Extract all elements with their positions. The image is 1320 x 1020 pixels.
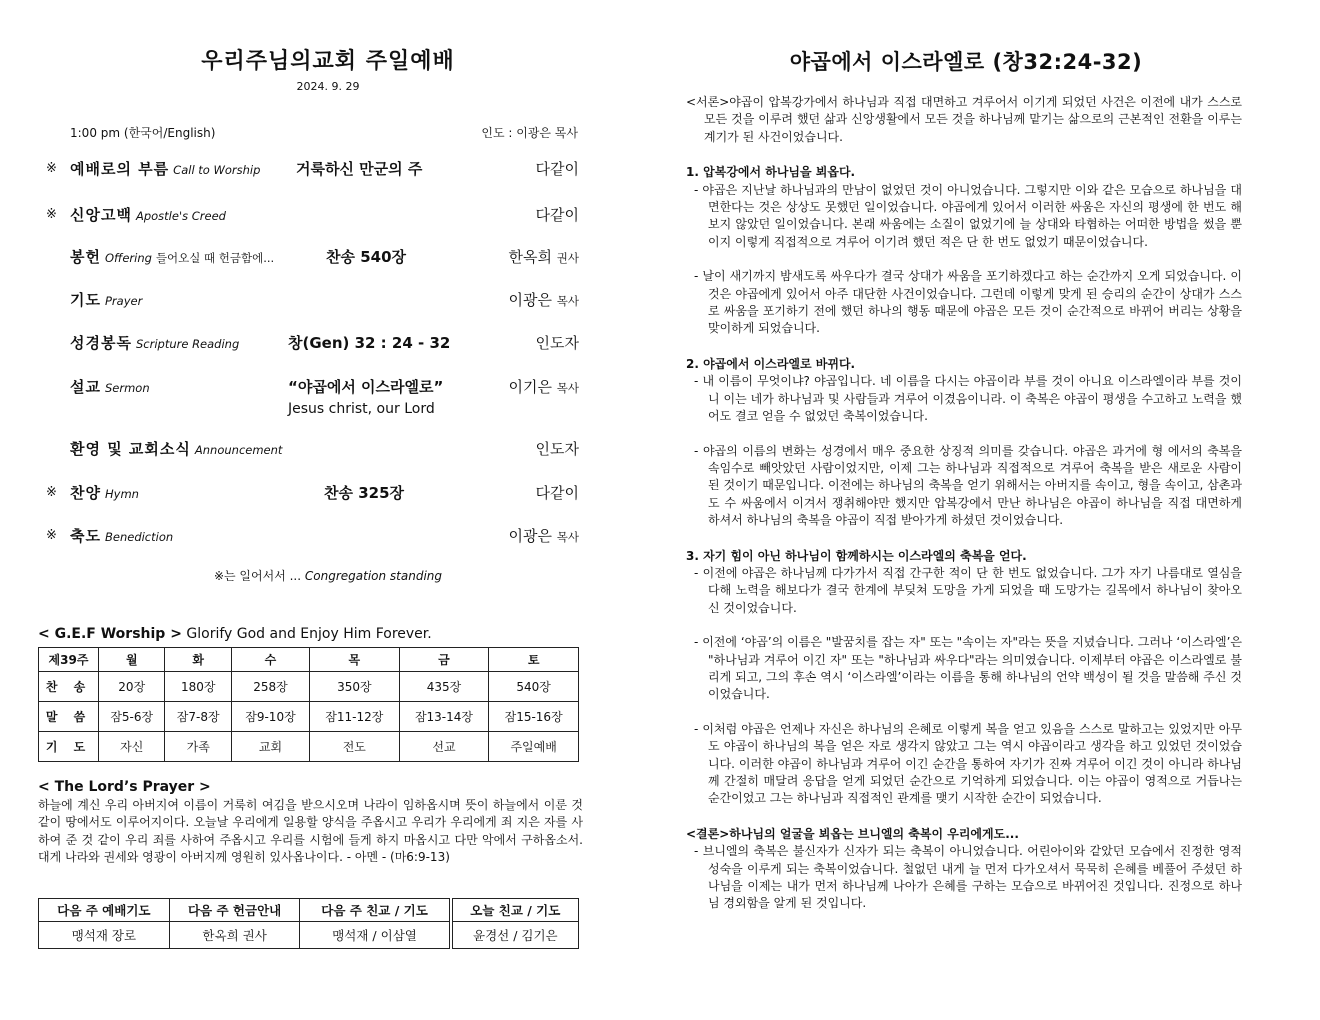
section-paragraph: - 내 이름이 무엇이냐? 야곱입니다. 네 이름을 다시는 야곱이라 부를 것이 아니요 이스라엘이라 부를 것이니 이는 네가 하나님과 및 사람들과 겨루어 이겼음이니라. 이 축복은 야곱이 평생을 수고하고 노력을 했어도 결코 얻을 수 없었던 축복이었습니다. [694, 374, 1242, 424]
order-eng-note: 들어오실 때 헌금함에... [155, 251, 275, 265]
service-date: 2024. 9. 29 [296, 80, 360, 93]
order-item-call-to-worship [38, 158, 583, 182]
order-person-title: 목사 [556, 294, 579, 308]
order-person: 한옥희 [508, 248, 552, 266]
order-detail: 찬송 540장 [326, 248, 407, 266]
order-eng: Apostle's Creed [135, 209, 226, 223]
bulletin-left-page [38, 0, 583, 1020]
order-item-sermon [38, 376, 583, 417]
order-eng: Announcement [194, 443, 283, 457]
order-person-title: 권사 [556, 251, 579, 265]
table-row: 말 씀 잠5-6장 잠7-8장 잠9-10장 잠11-12장 잠13-14장 잠15-16장 [39, 702, 579, 732]
order-title: 봉헌 [70, 248, 101, 266]
order-person: 인도자 [535, 334, 579, 352]
order-person: 다같이 [535, 484, 579, 502]
order-title: 성경봉독 [70, 334, 132, 352]
service-leader: 인도 : 이광은 목사 [481, 126, 578, 140]
order-item-offering [38, 246, 583, 270]
section-heading: 3. 자기 힘이 아닌 하나님이 함께하시는 이스라엘의 축복을 얻다. [686, 548, 1027, 563]
next-week-table [38, 898, 579, 949]
order-detail: “야곱에서 이스라엘로” [288, 378, 444, 396]
order-detail-sub: Jesus christ, our Lord [288, 401, 435, 417]
order-detail: 거룩하신 만군의 주 [296, 160, 423, 178]
order-title: 찬양 [70, 484, 101, 502]
order-item-hymn [38, 482, 583, 506]
time-row [70, 124, 578, 141]
order-title: 예배로의 부름 [70, 160, 170, 178]
order-item-benediction [38, 525, 583, 549]
order-person: 다같이 [535, 206, 579, 224]
order-eng: Sermon [104, 381, 150, 395]
sermon-body [686, 94, 1242, 913]
table-row: 기 도 자신 가족 교회 전도 선교 주일예배 [39, 732, 579, 762]
table-header-row: 다음 주 예배기도 다음 주 헌금안내 다음 주 친교 / 기도 오늘 친교 / 기도 [39, 899, 579, 922]
section-paragraph: - 이전에 야곱은 하나님께 다가가서 직접 간구한 적이 단 한 번도 없었습니다. 그가 자기 나름대로 열심을 다해 노력을 해보다가 결국 한계에 부딪쳐 도망을 가게 되었을 때 도망가는 길목에서 하나님이 찾아오신 것이었습니다. [694, 565, 1242, 615]
service-title: 우리주님의교회 주일예배 [201, 49, 455, 74]
order-eng: Hymn [104, 487, 139, 501]
order-item-scripture [38, 332, 583, 356]
gef-worship-title: < G.E.F Worship > Glorify God and Enjoy Him Forever. [38, 626, 432, 642]
service-time: 1:00 pm (한국어/English) [70, 126, 216, 140]
sermon-title: 야곱에서 이스라엘로 (창32:24-32) [789, 50, 1143, 74]
order-eng: Offering [104, 251, 152, 265]
order-item-announcement [38, 438, 583, 462]
standing-note-eng: Congregation standing [304, 569, 443, 583]
order-eng: Prayer [104, 294, 143, 308]
standing-mark: ※ [46, 528, 57, 543]
section-heading: 1. 압복강에서 하나님을 뵈옵다. [686, 165, 856, 180]
section-paragraph: - 날이 새기까지 밤새도록 싸우다가 결국 상대가 싸움을 포기하겠다고 하는 순간까지 오게 되었습니다. 이것은 야곱에게 있어서 아주 대단한 사건이었습니다. 그런데 이렇게 맞게 된 승리의 순간이 상대가 스스로 싸움을 포기하기 전에 했던 하나의 행동 때문에 야곱은 모든 것이 순간적으로 바뀌어 버리는 상황을 맞이하게 되었습니다. [694, 269, 1242, 336]
standing-mark: ※ [46, 485, 57, 500]
conclusion-heading: <결론>하나님의 얼굴을 뵈옵는 브니엘의 축복이 우리에게도... [686, 826, 1019, 841]
standing-mark: ※ [46, 207, 57, 222]
table-header-row: 제39주 월 화 수 목 금 토 [39, 648, 579, 672]
section-paragraph: - 야곱은 지난날 하나님과의 만남이 없었던 것이 아니었습니다. 그렇지만 이와 같은 모습으로 하나님을 대면한다는 것은 상상도 못했던 일이었습니다. 야곱에게 있어서 이러한 싸움은 자신의 평생에 한 번도 해 보지 않았던 일이었습니다. 본래 싸움에는 소질이 없었기에 늘 상대와 타협하는 어떠한 방법을 썼을 뿐이지 이렇게 직접적으로 겨루어 이기려 했던 적은 단 한 번도 없었기 때문이었습니다. [694, 182, 1242, 249]
order-title: 설교 [70, 378, 101, 396]
sermon-intro: <서론>야곱이 압복강가에서 하나님과 직접 대면하고 겨루어서 이기게 되었던 사건은 이전에 내가 스스로 모든 것을 이루려 했던 삶과 신앙생활에서 모든 것을 하나님께 맡기는 삶으로의 근본적인 전환을 이루는 계기가 된 사건이었습니다. [686, 95, 1242, 144]
standing-mark: ※ [46, 161, 57, 176]
order-eng: Benediction [104, 530, 174, 544]
order-title: 기도 [70, 291, 101, 309]
order-person: 인도자 [535, 440, 579, 458]
order-person: 다같이 [535, 160, 579, 178]
order-person-title: 목사 [556, 530, 579, 544]
order-title: 축도 [70, 527, 101, 545]
order-eng: Call to Worship [173, 163, 261, 177]
order-detail: 찬송 325장 [324, 484, 405, 502]
order-title: 신앙고백 [70, 206, 132, 224]
order-item-prayer [38, 289, 583, 313]
order-title: 환영 및 교회소식 [70, 440, 191, 458]
order-person: 이기은 [508, 378, 552, 396]
order-person-title: 목사 [556, 381, 579, 395]
gef-worship-table [38, 647, 579, 762]
table-row: 맹석재 장로 한옥희 권사 맹석재 / 이삼열 윤경선 / 김기은 [39, 922, 579, 949]
lords-prayer-text: 하늘에 계신 우리 아버지여 이름이 거룩히 여김을 받으시오며 나라이 임하옵시며 뜻이 하늘에서 이룬 것 같이 땅에서도 이루어지이다. 오늘날 우리에게 일용할 양식을 주옵시고 우리가 우리에게 죄 지은 자를 사하여 준 것 같이 우리 죄를 사하여 주옵시고 우리를 시험에 들게 하지 마옵시고 다만 악에서 구하옵소서. 대게 나라와 권세와 영광이 아버지께 영원히 있사옵나이다. - 아멘 - (마6:9-13) [38, 798, 583, 865]
table-row: 찬 송 20장 180장 258장 350장 435장 540장 [39, 672, 579, 702]
order-item-creed [38, 204, 583, 228]
section-paragraph: - 이처럼 야곱은 언제나 자신은 하나님의 은혜로 이렇게 복을 얻고 있음을 스스로 말하고는 있었지만 아무도 야곱이 하나님의 복을 얻은 자로 생각지 않았고 그는 역시 야곱이라고 생각을 하고 있었던 것이었습니다. 이러한 야곱이 하나님과 겨루어 이긴 순간을 통하여 자기가 진짜 겨루어 이긴 것이 아니라 하나님께 간절히 매달려 응답을 얻게 되었던 순간으로 기억하게 되었습니다. 이는 야곱이 영적으로 거듭나는 순간이었고 그는 하나님과 직접적인 관계를 맺기 시작한 순간이 되었습니다. [694, 721, 1242, 806]
section-paragraph: - 야곱의 이름의 변화는 성경에서 매우 중요한 상징적 의미를 갖습니다. 야곱은 과거에 형 에서의 축복을 속임수로 빼앗았던 사람이었지만, 이제 그는 하나님과 직접적으로 겨루어 축복을 받은 새로운 사람이 된 것이기 때문입니다. 이전에는 하나님의 축복을 얻기 위해서는 아버지를 속이고, 형을 속이고, 삼촌과도 수 싸움에서 이겨서 쟁취해야만 했지만 압복강에서 만난 하나님은 야곱이 하나님을 직접 대면하게 하셔서 하나님의 축복을 야곱이 직접 받아가게 하셨던 것이었습니다. [694, 443, 1242, 528]
lords-prayer-title: < The Lord’s Prayer > [38, 779, 211, 795]
section-paragraph: - 이전에 ‘야곱’의 이름은 "발꿈치를 잡는 자" 또는 "속이는 자"라는 뜻을 지녔습니다. 그러나 ‘이스라엘’은 "하나님과 겨루어 이긴 자" 또는 "하나님과 싸우다"라는 의미였습니다. 이제부터 야곱은 이스라엘로 불리게 되고, 그의 후손 역시 ‘이스라엘’이라는 이름을 통해 하나님의 언약 백성이 될 것을 말씀해 주신 것이었습니다. [694, 635, 1242, 702]
order-person: 이광은 [508, 291, 552, 309]
standing-note: ※는 일어서서 ... Congregation standing [213, 569, 443, 583]
order-detail: 창(Gen) 32 : 24 - 32 [288, 334, 451, 352]
order-person: 이광은 [508, 527, 552, 545]
section-heading: 2. 야곱에서 이스라엘로 바뀌다. [686, 356, 856, 371]
order-eng: Scripture Reading [135, 337, 240, 351]
conclusion-paragraph: - 브니엘의 축복은 불신자가 신자가 되는 축복이 아니었습니다. 어린아이와 같았던 모습에서 진정한 영적 성숙을 이루게 되는 축복이었습니다. 철없던 내게 늘 먼저 다가오셔서 묵묵히 은혜를 베풀어 주셨던 하나님을 이제는 내가 먼저 하나님께 나아가 은혜를 구하는 모습으로 바뀌어진 것입니다. 진정으로 하나님 경외함을 알게 된 것입니다. [694, 844, 1242, 911]
bulletin-right-page [686, 0, 1246, 1020]
